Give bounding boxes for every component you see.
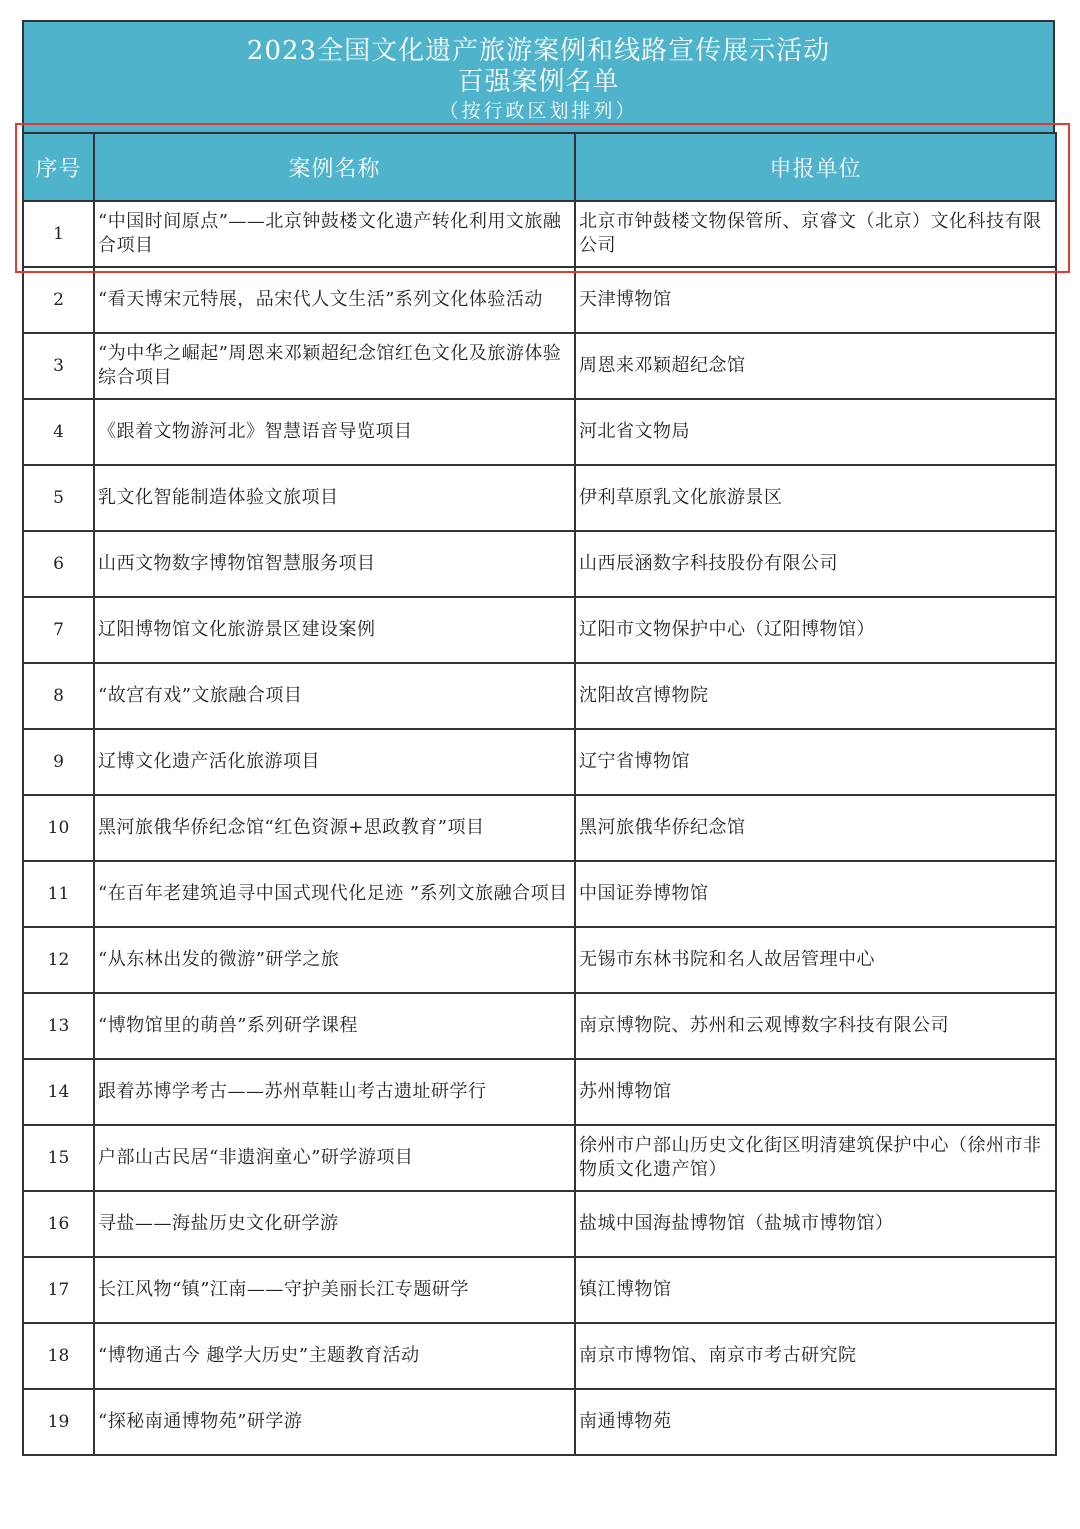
- case-list-sheet: [22, 20, 1055, 1456]
- row-case-name: “探秘南通博物苑”研学游: [94, 1389, 575, 1455]
- row-index: 17: [23, 1257, 94, 1323]
- document-note: （按行政区划排列）: [439, 100, 638, 122]
- row-index: 5: [23, 465, 94, 531]
- row-applicant-unit: 周恩来邓颖超纪念馆: [575, 333, 1056, 399]
- table-body: [23, 201, 1056, 1455]
- row-applicant-unit: 沈阳故宫博物院: [575, 663, 1056, 729]
- row-case-name: “博物馆里的萌兽”系列研学课程: [94, 993, 575, 1059]
- row-applicant-unit: 南京博物院、苏州和云观博数字科技有限公司: [575, 993, 1056, 1059]
- row-index: 1: [23, 201, 94, 267]
- row-applicant-unit: 天津博物馆: [575, 267, 1056, 333]
- row-index: 12: [23, 927, 94, 993]
- table-row: [23, 399, 1056, 465]
- row-index: 15: [23, 1125, 94, 1191]
- table-row: [23, 1191, 1056, 1257]
- row-applicant-unit: 南京市博物馆、南京市考古研究院: [575, 1323, 1056, 1389]
- row-applicant-unit: 黑河旅俄华侨纪念馆: [575, 795, 1056, 861]
- row-applicant-unit: 辽阳市文物保护中心（辽阳博物馆）: [575, 597, 1056, 663]
- row-index: 10: [23, 795, 94, 861]
- table-row: [23, 1125, 1056, 1191]
- table-row: [23, 597, 1056, 663]
- table-row: [23, 1389, 1056, 1455]
- row-case-name: “故宫有戏”文旅融合项目: [94, 663, 575, 729]
- row-applicant-unit: 苏州博物馆: [575, 1059, 1056, 1125]
- row-index: 7: [23, 597, 94, 663]
- row-index: 2: [23, 267, 94, 333]
- row-applicant-unit: 中国证券博物馆: [575, 861, 1056, 927]
- row-case-name: “博物通古今 趣学大历史”主题教育活动: [94, 1323, 575, 1389]
- table-row: [23, 465, 1056, 531]
- row-case-name: 寻盐——海盐历史文化研学游: [94, 1191, 575, 1257]
- title-block: [22, 20, 1055, 132]
- row-case-name: 长江风物“镇”江南——守护美丽长江专题研学: [94, 1257, 575, 1323]
- case-table: [22, 132, 1057, 1456]
- row-applicant-unit: 南通博物苑: [575, 1389, 1056, 1455]
- row-applicant-unit: 无锡市东林书院和名人故居管理中心: [575, 927, 1056, 993]
- row-index: 18: [23, 1323, 94, 1389]
- row-applicant-unit: 伊利草原乳文化旅游景区: [575, 465, 1056, 531]
- column-header-name: 案例名称: [94, 133, 575, 201]
- row-index: 13: [23, 993, 94, 1059]
- table-row: [23, 531, 1056, 597]
- row-case-name: “看天博宋元特展，品宋代人文生活”系列文化体验活动: [94, 267, 575, 333]
- table-header-row: [23, 133, 1056, 201]
- row-case-name: “从东林出发的微游”研学之旅: [94, 927, 575, 993]
- row-applicant-unit: 北京市钟鼓楼文物保管所、京睿文（北京）文化科技有限公司: [575, 201, 1056, 267]
- table-row: [23, 201, 1056, 267]
- table-row: [23, 993, 1056, 1059]
- row-applicant-unit: 镇江博物馆: [575, 1257, 1056, 1323]
- row-case-name: 黑河旅俄华侨纪念馆“红色资源+思政教育”项目: [94, 795, 575, 861]
- column-header-unit: 申报单位: [575, 133, 1056, 201]
- table-row: [23, 729, 1056, 795]
- row-case-name: “在百年老建筑追寻中国式现代化足迹 ”系列文旅融合项目: [94, 861, 575, 927]
- row-index: 16: [23, 1191, 94, 1257]
- row-index: 4: [23, 399, 94, 465]
- row-case-name: 乳文化智能制造体验文旅项目: [94, 465, 575, 531]
- row-index: 6: [23, 531, 94, 597]
- row-index: 9: [23, 729, 94, 795]
- table-row: [23, 663, 1056, 729]
- table-row: [23, 1059, 1056, 1125]
- row-case-name: 《跟着文物游河北》智慧语音导览项目: [94, 399, 575, 465]
- table-row: [23, 861, 1056, 927]
- row-applicant-unit: 山西辰涵数字科技股份有限公司: [575, 531, 1056, 597]
- row-applicant-unit: 辽宁省博物馆: [575, 729, 1056, 795]
- row-index: 3: [23, 333, 94, 399]
- row-case-name: 山西文物数字博物馆智慧服务项目: [94, 531, 575, 597]
- table-row: [23, 267, 1056, 333]
- column-header-index: 序号: [23, 133, 94, 201]
- row-case-name: 户部山古民居“非遗润童心”研学游项目: [94, 1125, 575, 1191]
- row-applicant-unit: 盐城中国海盐博物馆（盐城市博物馆）: [575, 1191, 1056, 1257]
- row-case-name: 跟着苏博学考古——苏州草鞋山考古遗址研学行: [94, 1059, 575, 1125]
- row-index: 14: [23, 1059, 94, 1125]
- table-row: [23, 333, 1056, 399]
- table-row: [23, 1323, 1056, 1389]
- row-index: 8: [23, 663, 94, 729]
- row-case-name: 辽博文化遗产活化旅游项目: [94, 729, 575, 795]
- document-title: 2023全国文化遗产旅游案例和线路宣传展示活动: [246, 36, 831, 66]
- document-subtitle: 百强案例名单: [457, 67, 620, 97]
- row-index: 11: [23, 861, 94, 927]
- row-applicant-unit: 徐州市户部山历史文化街区明清建筑保护中心（徐州市非物质文化遗产馆）: [575, 1125, 1056, 1191]
- row-case-name: “中国时间原点”——北京钟鼓楼文化遗产转化利用文旅融合项目: [94, 201, 575, 267]
- table-row: [23, 927, 1056, 993]
- row-applicant-unit: 河北省文物局: [575, 399, 1056, 465]
- table-row: [23, 1257, 1056, 1323]
- row-case-name: 辽阳博物馆文化旅游景区建设案例: [94, 597, 575, 663]
- table-row: [23, 795, 1056, 861]
- row-index: 19: [23, 1389, 94, 1455]
- row-case-name: “为中华之崛起”周恩来邓颖超纪念馆红色文化及旅游体验综合项目: [94, 333, 575, 399]
